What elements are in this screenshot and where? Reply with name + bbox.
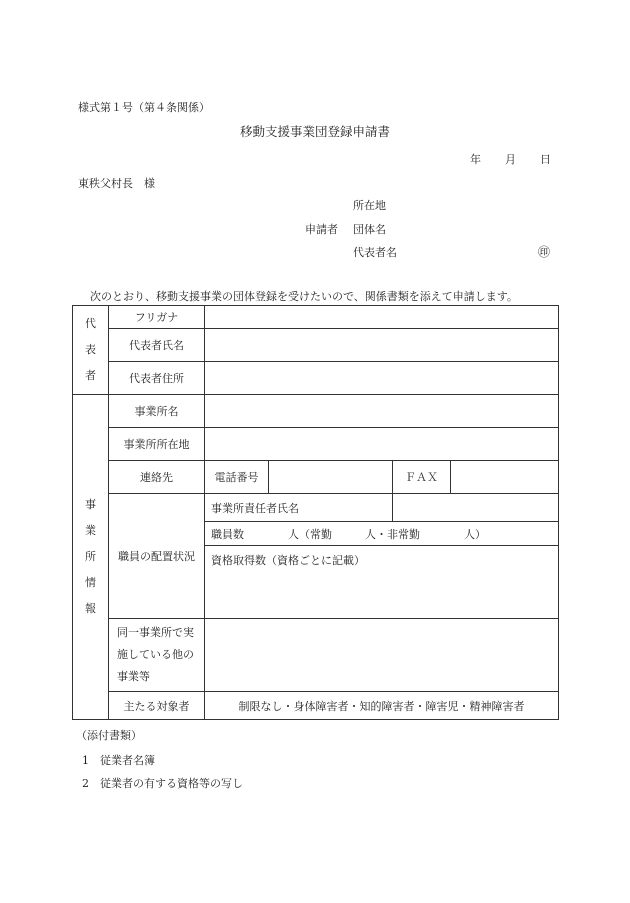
location-label: 所在地 <box>353 199 386 212</box>
phone-label: 電話番号 <box>205 461 269 494</box>
addressee: 東秩父村長 様 <box>78 177 155 190</box>
manager-name-label: 事業所責任者氏名 <box>205 494 393 522</box>
form-number: 様式第１号（第４条関係） <box>78 101 210 114</box>
rep-address-field[interactable] <box>205 362 559 395</box>
manager-name-field[interactable] <box>393 494 559 522</box>
office-group-label <box>73 395 109 720</box>
applicant-label: 申請者 <box>305 223 338 236</box>
other-business-field[interactable] <box>205 619 559 692</box>
target-label: 主たる対象者 <box>109 692 205 720</box>
office-name-field[interactable] <box>205 395 559 428</box>
qualifications-field[interactable]: 資格取得数（資格ごとに記載） <box>205 546 559 619</box>
staff-count-field[interactable]: 職員数 人（常勤 人・非常勤 人） <box>205 522 559 546</box>
office-name-label: 事業所名 <box>109 395 205 428</box>
application-form-table <box>72 305 559 720</box>
phone-field[interactable] <box>269 461 393 494</box>
attachments-heading: （添付書類） <box>76 729 142 742</box>
rep-name-field[interactable] <box>205 329 559 362</box>
contact-label: 連絡先 <box>109 461 205 494</box>
rep-group-label <box>73 306 109 395</box>
other-business-label <box>109 619 205 692</box>
intro-text: 次のとおり、移動支援事業の団体登録を受けたいので、関係書類を添えて申請します。 <box>90 290 518 303</box>
target-options[interactable]: 制限なし・身体障害者・知的障害者・障害児・精神障害者 <box>205 692 559 720</box>
fax-field[interactable] <box>451 461 559 494</box>
rep-name-label: 代表者氏名 <box>109 329 205 362</box>
office-group-text: 事業所情報 <box>85 498 96 615</box>
group-name-label: 団体名 <box>353 223 386 236</box>
fax-label: ＦＡＸ <box>393 461 451 494</box>
attachment-item: 1 従業者名簿 <box>82 754 155 767</box>
date-year: 年 <box>470 153 481 166</box>
form-title: 移動支援事業団登録申請書 <box>239 124 390 139</box>
rep-group-text: 代表者 <box>85 317 96 382</box>
date-month: 月 <box>505 153 516 166</box>
rep-address-label: 代表者住所 <box>109 362 205 395</box>
attachment-item: 2 従業者の有する資格等の写し <box>82 777 243 790</box>
office-location-label: 事業所所在地 <box>109 428 205 461</box>
date-day: 日 <box>540 153 551 166</box>
furigana-label: フリガナ <box>109 306 205 329</box>
representative-label: 代表者名 <box>353 246 397 259</box>
other-business-text: 同一事業所で実施している他の事業等 <box>117 626 194 683</box>
furigana-field[interactable] <box>205 306 559 329</box>
seal-mark: ㊞ <box>538 245 551 259</box>
staff-status-label: 職員の配置状況 <box>109 494 205 619</box>
office-location-field[interactable] <box>205 428 559 461</box>
